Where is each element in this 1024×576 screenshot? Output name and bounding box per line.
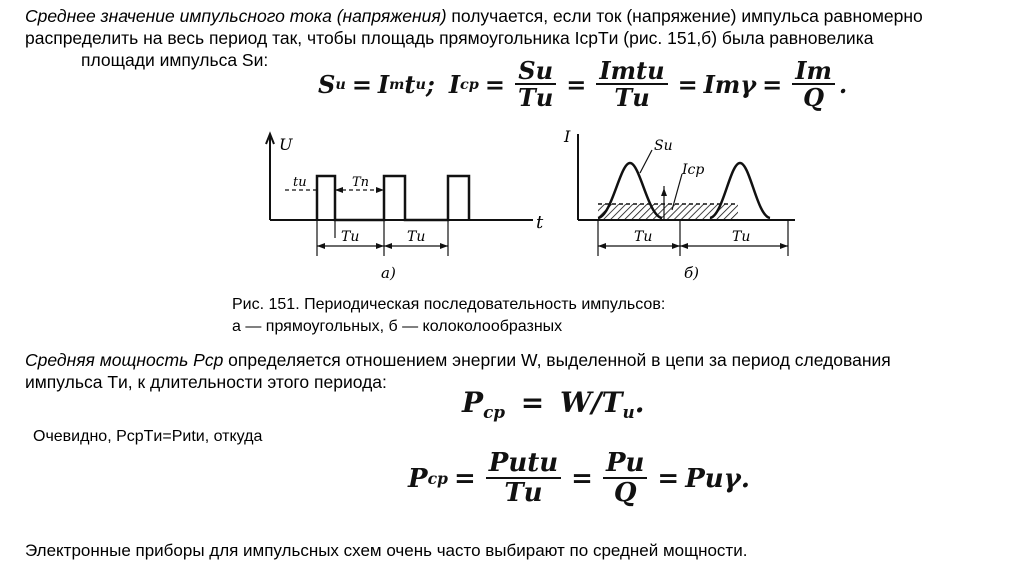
footer-text: Электронные приборы для импульсных схем очень часто выбирают по средней мощности.: [25, 541, 748, 560]
formula-average-current: S и = I m t и ; I ср = $\frac{Sи}{Tи}$ = $\frac{\text{Imtи}}{Tи}$ = Imγ = $\frac{Im}{Q}$ .: [318, 56, 848, 113]
fraction-s-over-t: $\frac{Sи}{Tи}$: [515, 58, 556, 112]
label-period-2: Tи: [732, 229, 751, 245]
formula-average-power: $P_{ср} = W/T_и$.: [462, 386, 645, 422]
fraction-pt-over-t: $\frac{\text{Pиtи}}{Tи}$: [486, 450, 561, 508]
power-term: Средняя мощность Рср: [25, 350, 224, 370]
formula-power-result: P ср = $\frac{\text{Pиtи}}{Tи}$ = $\frac{Pи}{Q}$ = Pиγ .: [408, 448, 750, 509]
intro-line1: получается, если ток (напряжение) импульса равномерно: [446, 6, 923, 26]
power-line2: импульса Tи, к длительности этого периода:: [25, 372, 387, 392]
intro-line2: распределить на весь период так, чтобы площадь прямоугольника IcpTи (рис. 151,б) была равновелика: [25, 28, 874, 48]
label-period-2: Tи: [407, 229, 426, 245]
label-pause: Tп: [352, 175, 370, 190]
label-period-1: Tи: [341, 229, 360, 245]
obviously-line: Очевидно, PcpTи=Pиtи, откуда: [33, 428, 263, 445]
figure-caption-line1: Рис. 151. Периодическая последовательность импульсов:: [232, 296, 666, 313]
power-line1: определяется отношением энергии W, выделенной в цепи за период следования: [223, 350, 891, 370]
fraction-im-over-q: $\frac{Im}{Q}$: [792, 58, 835, 112]
intro-term: Среднее значение импульсного тока (напряжения): [25, 6, 447, 26]
diagram-a-caption: а): [381, 264, 396, 282]
label-pulse-width: tи: [293, 175, 307, 190]
leader-s: [640, 150, 652, 173]
fraction-imt-over-t: $\frac{\text{Imtи}}{Tи}$: [596, 58, 667, 112]
label-period-1: Tи: [634, 229, 653, 245]
figure-caption: [232, 294, 665, 338]
diagram-b-caption: б): [684, 264, 700, 282]
intro-line3: площади импульса Sи:: [81, 50, 269, 70]
label-area: Sи: [654, 138, 673, 154]
diagram-rectangular-pulses: [255, 128, 555, 288]
figure-caption-line2: а — прямоугольных, б — колоколообразных: [232, 318, 563, 335]
axis-y-label: I: [564, 128, 571, 146]
fraction-p-over-q: $\frac{Pи}{Q}$: [603, 450, 647, 508]
bell-pulse-2: [710, 163, 770, 218]
diagram-bell-pulses: [560, 128, 810, 288]
axis-x-label: t: [536, 212, 544, 233]
axis-y-label: U: [279, 135, 293, 154]
label-icp: Icp: [682, 162, 705, 178]
pulse-train: [317, 176, 469, 220]
